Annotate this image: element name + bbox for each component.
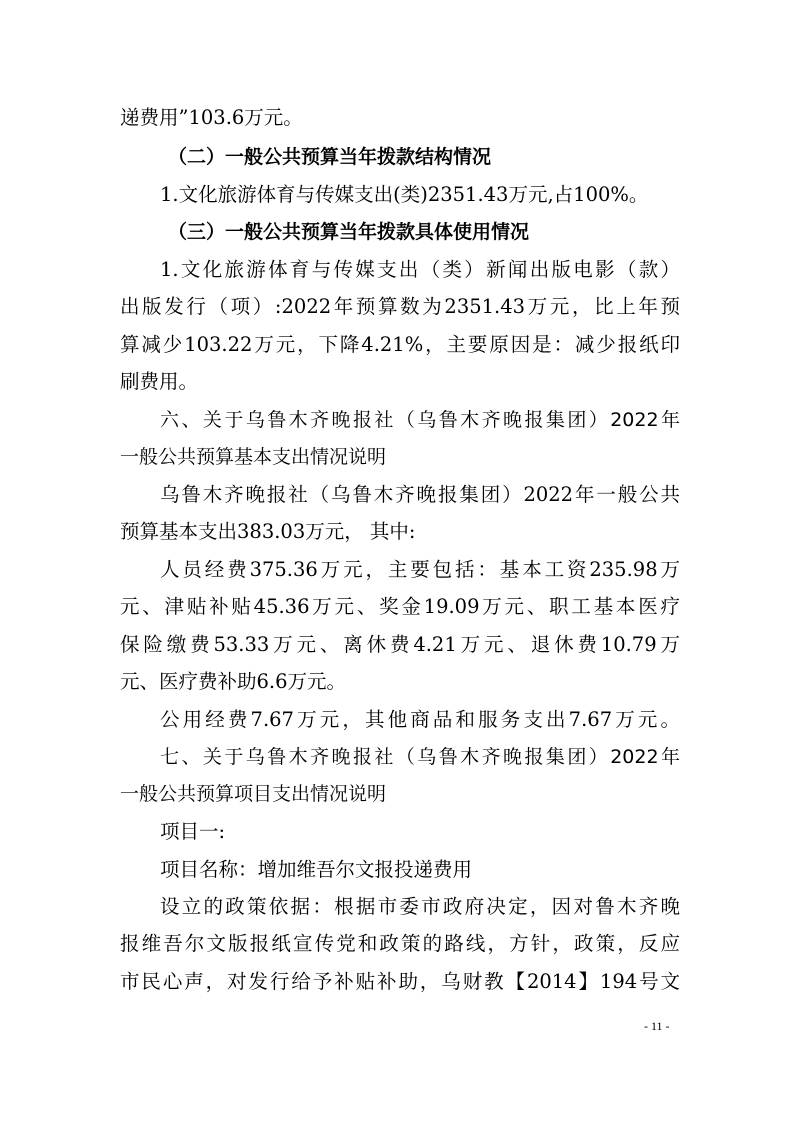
page-number: - 11 - <box>644 1019 670 1033</box>
subheading-3: （三）一般公共预算当年拨款具体使用情况 <box>168 221 530 243</box>
section-heading-6: 六、关于乌鲁木齐晚报社（乌鲁木齐晚报集团）2022年 <box>160 409 680 431</box>
subheading-2: （二）一般公共预算当年拨款结构情况 <box>168 146 492 168</box>
text-line: 元、医疗费补助6.6万元。 <box>120 670 347 693</box>
text-line: 保险缴费53.33万元、离休费4.21万元、退休费10.79万 <box>120 633 680 656</box>
text-line: 出版发行（项）:2022年预算数为2351.43万元，比上年预 <box>120 295 680 318</box>
text-line: 元、津贴补贴45.36万元、奖金19.09万元、职工基本医疗 <box>120 595 680 618</box>
section-heading-7-cont: 一般公共预算项目支出情况说明 <box>120 783 387 805</box>
text-line: 项目一: <box>160 820 226 843</box>
section-heading-6-cont: 一般公共预算基本支出情况说明 <box>120 446 387 468</box>
text-line: 设立的政策依据：根据市委市政府决定，因对鲁木齐晚 <box>160 895 680 918</box>
text-line: 预算基本支出383.03万元， 其中: <box>120 520 416 543</box>
text-line: 乌鲁木齐晚报社（乌鲁木齐晚报集团）2022年一般公共 <box>160 483 680 506</box>
text-line: 算减少103.22万元，下降4.21%，主要原因是：减少报纸印 <box>120 333 680 356</box>
text-line: 递费用”103.6万元。 <box>120 106 303 129</box>
text-line: 人员经费375.36万元，主要包括：基本工资235.98万 <box>160 558 680 581</box>
text-line: 1.文化旅游体育与传媒支出(类)2351.43万元,占100%。 <box>160 183 649 206</box>
text-line: 公用经费7.67万元，其他商品和服务支出7.67万元。 <box>160 708 680 731</box>
text-line: 项目名称：增加维吾尔文报投递费用 <box>160 858 473 881</box>
text-line: 1.文化旅游体育与传媒支出（类）新闻出版电影（款） <box>160 258 680 281</box>
text-line: 市民心声，对发行给予补贴补助，乌财教【2014】194号文 <box>120 970 680 993</box>
text-line: 报维吾尔文版报纸宣传党和政策的路线，方针，政策，反应 <box>120 932 680 955</box>
section-heading-7: 七、关于乌鲁木齐晚报社（乌鲁木齐晚报集团）2022年 <box>160 746 680 768</box>
text-line: 刷费用。 <box>120 370 199 393</box>
